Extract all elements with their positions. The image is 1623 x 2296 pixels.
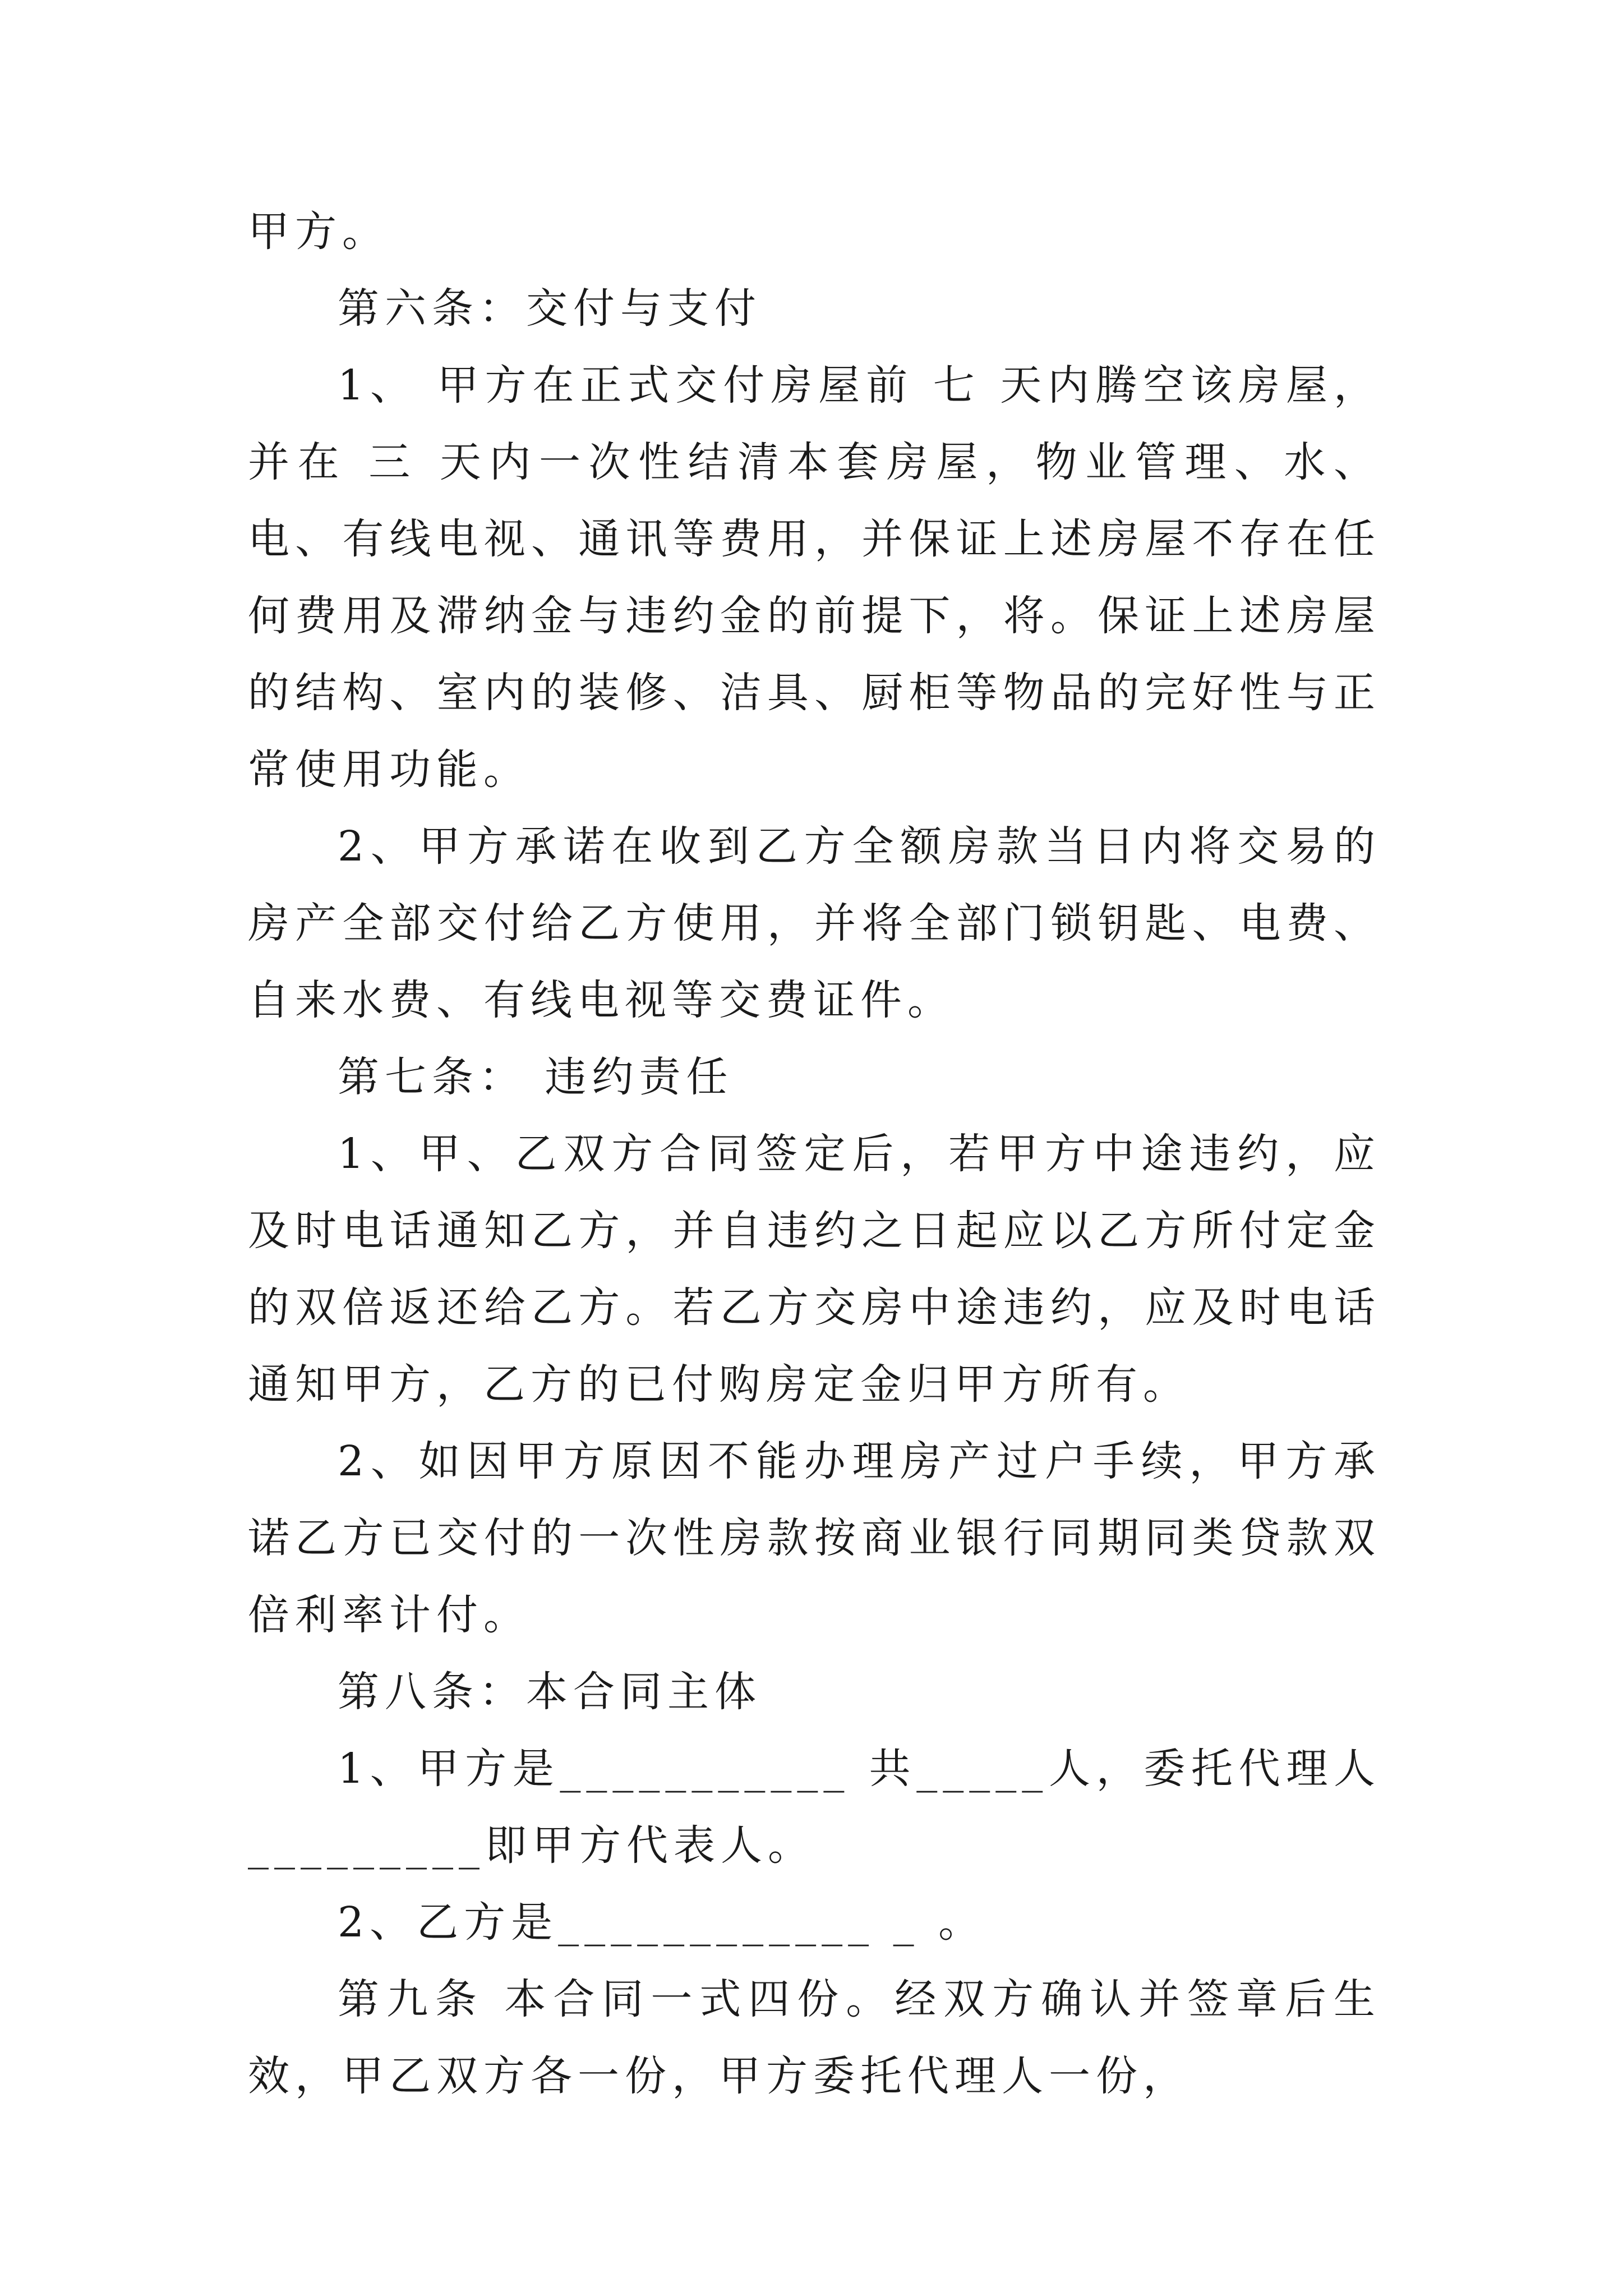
paragraph-10: 2、乙方是____________ _ 。 — [338, 1898, 986, 1947]
section-heading-article-7: 第七条： 违约责任 — [338, 1053, 734, 1101]
section-heading-article-6: 第六条：交付与支付 — [338, 284, 762, 333]
document-body — [248, 194, 1381, 2115]
paragraph-11: 第九条 本合同一式四份。经双方确认并签章后生效，甲乙双方各一份，甲方委托代理人一份， — [248, 1975, 1381, 2100]
paragraph-3: 1、 甲方在正式交付房屋前 七 天内腾空该房屋，并在 三 天内一次性结清本套房屋，物业管理、水、电、有线电视、通讯等费用，并保证上述房屋不存在任何费用及滞纳金与违约金的前提下，将。保证上述房屋的结构、室内的装修、洁具、厨柜等物品的完好性与正常使用功能。 — [248, 361, 1381, 794]
section-heading-article-8: 第八条：本合同主体 — [338, 1668, 762, 1716]
paragraph-1: 甲方。 — [248, 208, 389, 256]
paragraph-4: 2、甲方承诺在收到乙方全额房款当日内将交易的房产全部交付给乙方使用，并将全部门锁钥匙、电费、自来水费、有线电视等交费证件。 — [248, 822, 1381, 1024]
paragraph-6: 1、甲、乙双方合同签定后，若甲方中途违约，应及时电话通知乙方，并自违约之日起应以乙方所付定金的双倍返还给乙方。若乙方交房中途违约，应及时电话通知甲方，乙方的已付购房定金归甲方所有。 — [248, 1130, 1381, 1409]
paragraph-9: 1、甲方是___________ 共_____人，委托代理人_________即甲方代表人。 — [248, 1745, 1381, 1870]
paragraph-7: 2、如因甲方原因不能办理房产过户手续，甲方承诺乙方已交付的一次性房款按商业银行同期同类贷款双倍利率计付。 — [248, 1437, 1381, 1639]
